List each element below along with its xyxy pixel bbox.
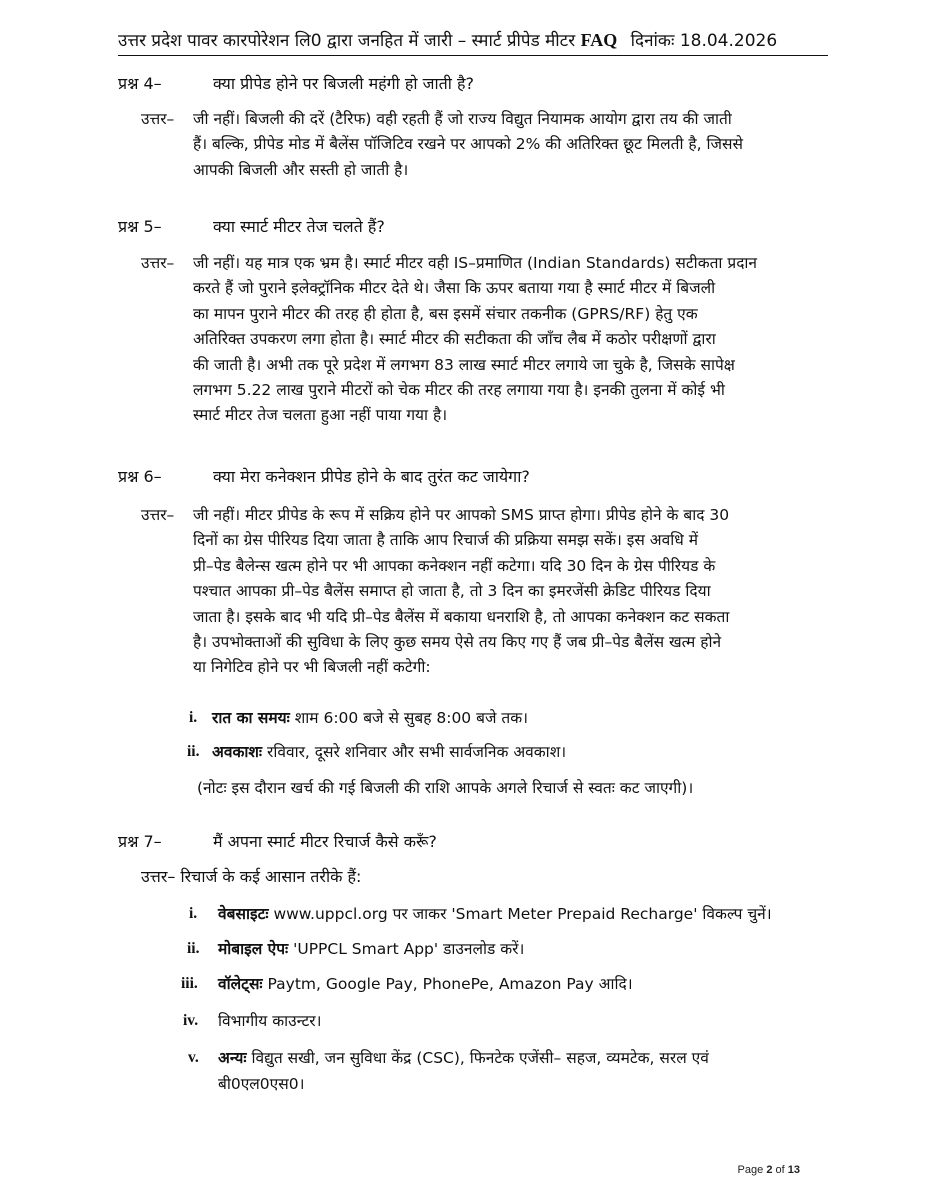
list-item-number: i. <box>189 709 198 726</box>
question-7 <box>118 831 437 853</box>
question-6 <box>118 466 530 488</box>
footer-of-word: of <box>775 1164 785 1176</box>
question-5 <box>118 216 385 238</box>
list-item-title: वेबसाइटः <box>218 905 269 923</box>
list-item-text: विभागीय काउन्टर। <box>218 1012 322 1030</box>
answer-5-line: की जाती है। अभी तक पूरे प्रदेश में लगभग 83 लाख स्मार्ट मीटर लगाये जा चुके है, जिसके सापेक्ष <box>193 355 735 374</box>
answer-5 <box>118 251 792 429</box>
footer-page-word: Page <box>737 1164 764 1176</box>
list-item-number: iii. <box>181 975 198 992</box>
list-item-title: अन्यः <box>218 1049 247 1067</box>
question-6-text: क्या मेरा कनेक्शन प्रीपेड होने के बाद तुरंत कट जायेगा? <box>213 467 530 486</box>
answer-5-line: जी नहीं। यह मात्र एक भ्रम है। स्मार्ट मीटर वही IS–प्रमाणित (Indian Standards) सटीकता प्रदान <box>193 254 758 272</box>
question-4 <box>118 73 474 95</box>
answer-6-line: जी नहीं। मीटर प्रीपेड के रूप में सक्रिय होने पर आपको SMS प्राप्त होगा। प्रीपेड होने के बाद 30 <box>193 506 730 524</box>
list-item-text: Paytm, Google Pay, PhonePe, Amazon Pay आदि। <box>262 975 633 993</box>
footer-page-number: 2 <box>766 1164 773 1176</box>
list-item-title: मोबाइल ऐपः <box>218 940 289 958</box>
footer-page-total: 13 <box>787 1164 800 1176</box>
answer-6-line: है। उपभोक्ताओं की सुविधा के लिए कुछ समय ऐसे तय किए गए हैं जब प्री–पेड बैलेंस खत्म होने <box>193 633 722 652</box>
question-7-label: प्रश्न 7– <box>118 832 162 851</box>
list-item-text: बी0एल0एस0। <box>218 1075 305 1093</box>
question-6-label: प्रश्न 6– <box>118 467 162 486</box>
header-date-label: दिनांकः <box>630 31 675 51</box>
header-date-value: 18.04.2026 <box>679 31 778 51</box>
answer-5-line: अतिरिक्त उपकरण लगा होता है। स्मार्ट मीटर की सटीकता की जाँच लैब में कठोर परीक्षणों द्वारा <box>193 330 716 349</box>
list-item-text: शाम 6:00 बजे से सुबह 8:00 बजे तक। <box>289 709 528 727</box>
answer-4-label: उत्तर– <box>141 110 175 128</box>
note-text: (नोटः इस दौरान खर्च की गई बिजली की राशि आपके अगले रिचार्ज से स्वतः कट जाएगी)। <box>197 779 694 797</box>
answer-5-line: करते हैं जो पुराने इलेक्ट्रॉनिक मीटर देते थे। जैसा कि ऊपर बताया गया है स्मार्ट मीटर में बिजली <box>193 279 716 298</box>
page-header <box>118 28 828 56</box>
list-item-number: ii. <box>187 743 200 760</box>
list-item-number: iv. <box>183 1012 199 1029</box>
answer-6 <box>118 503 792 681</box>
list-item-text: www.uppcl.org पर जाकर 'Smart Meter Prepaid Recharge' विकल्प चुनें। <box>268 905 772 923</box>
page-footer <box>738 1164 800 1176</box>
list-item-title: वॉलेट्सः <box>218 975 263 993</box>
answer-7 <box>141 866 361 888</box>
answer-4-line: जी नहीं। बिजली की दरें (टैरिफ) वही रहती हैं जो राज्य विद्युत नियामक आयोग द्वारा तय की जाती <box>193 110 732 128</box>
answer-4-line: हैं। बल्कि, प्रीपेड मोड में बैलेंस पॉजिटिव रखने पर आपको 2% की अतिरिक्त छूट मिलती है, जिससे <box>193 135 743 154</box>
answer-6-line: पश्चात आपका प्री–पेड बैलेंस समाप्त हो जाता है, तो 3 दिन का इमरजेंसी क्रेडिट पीरियड दिया <box>193 582 711 601</box>
answer-7-label: उत्तर– <box>141 867 176 886</box>
question-7-text: मैं अपना स्मार्ट मीटर रिचार्ज कैसे करूँ? <box>213 832 437 851</box>
question-4-label: प्रश्न 4– <box>118 74 162 93</box>
question-5-label: प्रश्न 5– <box>118 217 162 236</box>
answer-5-line: लगभग 5.22 लाख पुराने मीटरों को चेक मीटर की तरह लगाया गया है। इनकी तुलना में कोई भी <box>193 381 725 400</box>
list-item-number: v. <box>188 1049 199 1066</box>
answer-6-line: प्री–पेड बैलेन्स खत्म होने पर भी आपका कनेक्शन नहीं कटेगा। यदि 30 दिन के ग्रेस पीरियड के <box>193 556 716 575</box>
list-item-number: ii. <box>187 940 200 957</box>
list-item-number: i. <box>189 905 198 922</box>
answer-5-line: का मापन पुराने मीटर की तरह ही होता है, बस इसमें संचार तकनीक (GPRS/RF) हेतु एक <box>193 304 698 323</box>
answer-5-label: उत्तर– <box>141 254 175 272</box>
list-item-text: रविवार, दूसरे शनिवार और सभी सार्वजनिक अवकाश। <box>262 743 567 761</box>
list-item-text: 'UPPCL Smart App' डाउनलोड करें। <box>288 940 525 958</box>
answer-7-intro: रिचार्ज के कई आसान तरीके हैं: <box>180 867 362 886</box>
question-4-text: क्या प्रीपेड होने पर बिजली महंगी हो जाती है? <box>213 74 474 93</box>
answer-6-line: जाता है। इसके बाद भी यदि प्री–पेड बैलेंस में बकाया धनराशि है, तो आपका कनेक्शन कट सकता <box>193 607 730 626</box>
answer-6-line: दिनों का ग्रेस पीरियड दिया जाता है ताकि आप रिचार्ज की प्रक्रिया समझ सकें। इस अवधि में <box>193 531 699 550</box>
list-item-text: विद्युत सखी, जन सुविधा केंद्र (CSC), फिनटेक एजेंसी– सहज, व्यमटेक, सरल एवं <box>246 1049 709 1067</box>
answer-6-line: या निगेटिव होने पर भी बिजली नहीं कटेगी: <box>193 658 431 677</box>
question-5-text: क्या स्मार्ट मीटर तेज चलते हैं? <box>213 217 385 236</box>
answer-5-line: स्मार्ट मीटर तेज चलता हुआ नहीं पाया गया है। <box>193 406 448 425</box>
answer-4 <box>118 107 792 183</box>
list-item-title: अवकाशः <box>212 743 263 761</box>
answer-6-label: उत्तर– <box>141 506 175 524</box>
header-title: उत्तर प्रदेश पावर कारपोरेशन लि0 द्वारा जनहित में जारी – स्मार्ट प्रीपेड मीटर <box>118 31 576 51</box>
list-item-title: रात का समयः <box>212 709 290 727</box>
header-faq: FAQ <box>580 30 618 50</box>
answer-4-line: आपकी बिजली और सस्ती हो जाती है। <box>193 160 409 179</box>
